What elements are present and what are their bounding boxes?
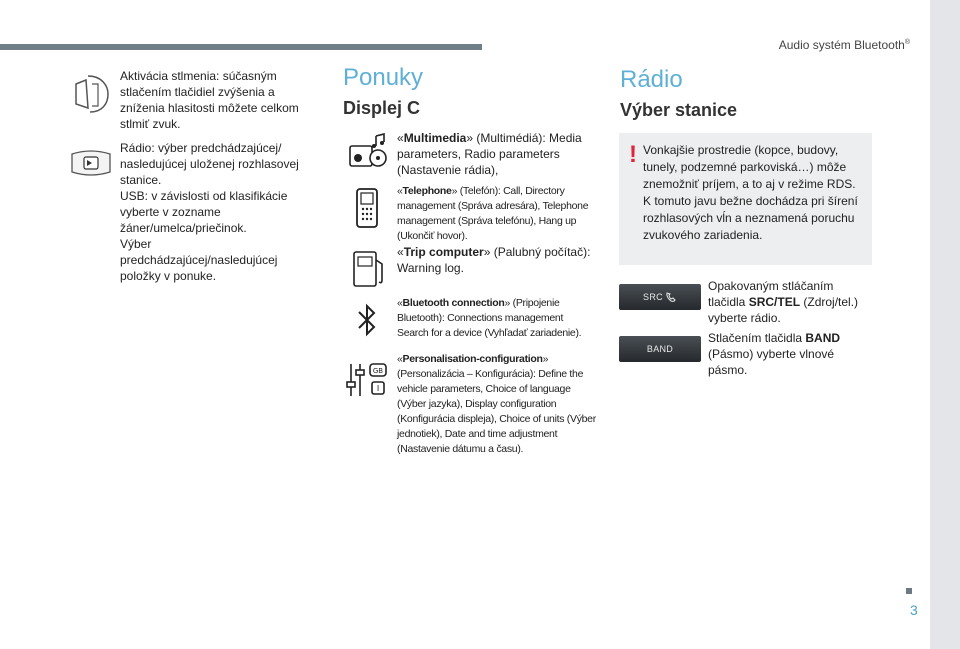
- page-marker: [906, 588, 912, 594]
- src-tel-button-icon: SRC: [619, 284, 701, 310]
- warning-text: Vonkajšie prostredie (kopce, budovy, tunely, podzemné parkoviská…) môže znemožniť príjem, a to aj v režime RDS. K tomuto javu bežne dochádza pri šírení rozhlasových vĺn a neznamená poruchu zvukového zariadenia.: [643, 143, 858, 242]
- menus-title: Ponuky: [343, 64, 424, 91]
- menu-item-trip-computer: «Trip computer» (Palubný počítač): Warning log.: [397, 245, 591, 275]
- svg-text:I: I: [376, 384, 380, 393]
- menu-item-personalisation: «Personalisation-configuration» (Personalizácia – Konfigurácia): Define the vehicle parameters, Choice of language (Výber jazyka), Display configuration (Konfigurácia displeja), Choice of units (Výber jednotiek), Date and time adjustment (Nastavenie dátumu a času).: [397, 353, 596, 455]
- phone-icon: [355, 188, 379, 233]
- sidebar-strip: [930, 0, 960, 649]
- src-description: Opakovaným stláčaním tlačidla SRC/TEL (Zdroj/tel.) vyberte rádio.: [708, 279, 859, 325]
- fuel-pump-icon: [352, 248, 386, 293]
- mute-description: Aktivácia stlmenia: súčasným stlačením tlačidiel zvýšenia a zníženia hlasitosti môžete celkom stlmiť zvuk.: [120, 69, 299, 131]
- menu-item-telephone: «Telephone» (Telefón): Call, Directory management (Správa adresára), Telephone management (Správa telefónu), Hang up (Ukončiť hovor).: [397, 185, 589, 242]
- music-media-icon: [348, 132, 388, 177]
- band-button-icon: BAND: [619, 336, 701, 362]
- page-number: 3: [910, 602, 918, 618]
- steering-wheel-button-icon: [68, 146, 114, 185]
- page-header: Audio systém Bluetooth®: [778, 38, 910, 52]
- warning-icon: !: [629, 141, 637, 168]
- steering-control-icon: [68, 72, 112, 121]
- band-description: Stlačením tlačidla BAND (Pásmo) vyberte vlnové pásmo.: [708, 331, 841, 377]
- station-select-subtitle: Výber stanice: [620, 100, 738, 120]
- menu-item-multimedia: «Multimedia» (Multimédiá): Media parameters, Radio parameters (Nastavenie rádia),: [397, 131, 582, 177]
- top-bar: [0, 44, 482, 50]
- radio-title: Rádio: [620, 66, 683, 93]
- display-c-subtitle: Displej C: [343, 98, 421, 118]
- settings-sliders-icon: [346, 362, 390, 403]
- bluetooth-icon: [356, 302, 378, 343]
- radio-usb-description: Rádio: výber predchádzajúcej/ nasledujúcej uloženej rozhlasovej stanice. USB: v závislosti od klasifikácie vyberte v zozname žáner/umelca/priečinok. Výber predchádzajúcej/nasledujúcej položky v ponuke.: [120, 141, 299, 283]
- menu-item-bluetooth: «Bluetooth connection» (Pripojenie Bluetooth): Connections management Search for a device (Vyhľadať zariadenie).: [397, 297, 582, 339]
- svg-text:GB: GB: [372, 367, 384, 375]
